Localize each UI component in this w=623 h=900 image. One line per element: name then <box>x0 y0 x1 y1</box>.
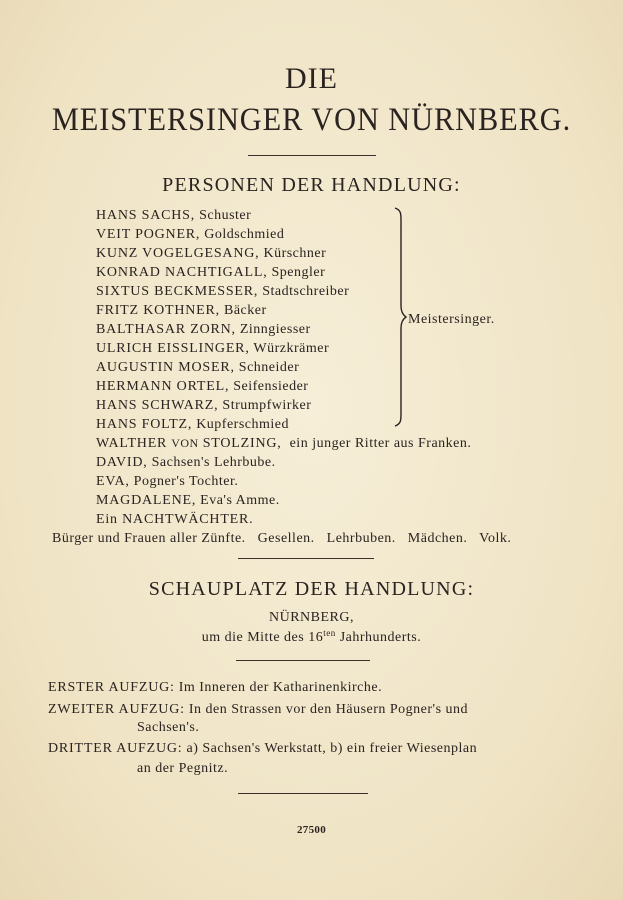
cast-entry: Ein NACHTWÄCHTER. <box>96 512 254 527</box>
cast-entry: EVA, Pogner's Tochter. <box>96 474 239 489</box>
cast-entry: WALTHER VON STOLZING, ein junger Ritter aus Franken. <box>96 436 472 451</box>
time-line: um die Mitte des $16^{ten}$ Jahrhunderts. <box>201 628 422 645</box>
cast-entry: VEIT POGNER, Goldschmied <box>96 227 285 242</box>
act-entry: ZWEITER AUFZUG: In den Strassen vor den Häusern Pogner's und <box>48 702 469 717</box>
cast-entry: KONRAD NACHTIGALL, Spengler <box>96 265 326 280</box>
brace-icon <box>393 206 407 428</box>
title-divider <box>248 155 376 156</box>
title-line-1: DIE <box>285 62 338 95</box>
cast-entry: HANS SACHS, Schuster <box>96 208 252 223</box>
cast-entry: ULRICH EISSLINGER, Würzkrämer <box>96 341 330 356</box>
cast-entry: HANS SCHWARZ, Strumpfwirker <box>96 398 312 413</box>
act-entry-continued: an der Pegnitz. <box>137 761 229 776</box>
cast-entry: KUNZ VOGELGESANG, Kürschner <box>96 246 327 261</box>
act-entry: ERSTER AUFZUG: Im Inneren der Katharinenkirche. <box>48 680 383 695</box>
section-divider <box>238 558 374 559</box>
cast-entry: HERMANN ORTEL, Seifensieder <box>96 379 309 394</box>
cast-entry: HANS FOLTZ, Kupferschmied <box>96 417 289 432</box>
brace-label: Meistersinger. <box>408 312 495 327</box>
place-line: NÜRNBERG, <box>268 610 354 625</box>
section-divider <box>236 660 370 661</box>
plate-number: 27500 <box>297 824 326 836</box>
schauplatz-heading: SCHAUPLATZ DER HANDLUNG: <box>148 578 475 600</box>
chorus-line: Bürger und Frauen aller Zünfte. Gesellen. Lehrbuben. Mädchen. Volk. <box>52 531 512 546</box>
act-entry: DRITTER AUFZUG: a) Sachsen's Werkstatt, b) ein freier Wiesenplan <box>48 741 478 756</box>
act-entry-continued: Sachsen's. <box>137 720 200 735</box>
cast-entry: FRITZ KOTHNER, Bäcker <box>96 303 267 318</box>
cast-entry: DAVID, Sachsen's Lehrbube. <box>96 455 276 470</box>
personen-heading: PERSONEN DER HANDLUNG: <box>162 174 461 196</box>
cast-entry: BALTHASAR ZORN, Zinngiesser <box>96 322 311 337</box>
cast-entry: SIXTUS BECKMESSER, Stadtschreiber <box>96 284 350 299</box>
cast-entry: AUGUSTIN MOSER, Schneider <box>96 360 300 375</box>
footer-divider <box>238 793 368 794</box>
title-line-2: MEISTERSINGER VON NÜRNBERG. <box>51 102 572 138</box>
cast-entry: MAGDALENE, Eva's Amme. <box>96 493 280 508</box>
